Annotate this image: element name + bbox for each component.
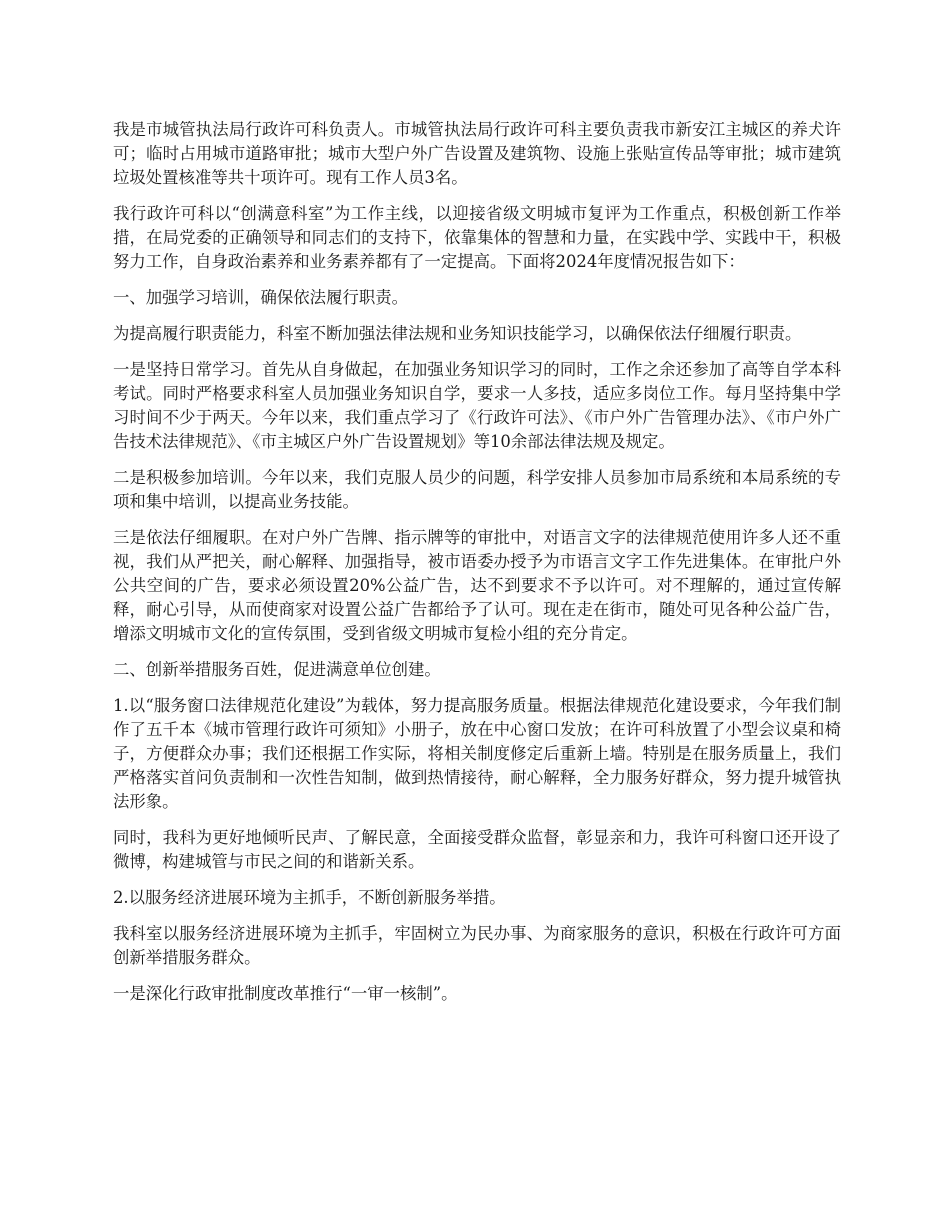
paragraph-intro: 我是市城管执法局行政许可科负责人。市城管执法局行政许可科主要负责我市新安江主城区的养犬许可；临时占用城市道路审批；城市大型户外广告设置及建筑物、设施上张贴宣传品等审批；城市建筑垃圾处置核准等共十项许可。现有工作人员3名。 [113,120,841,187]
paragraph-study-purpose: 为提高履行职责能力，科室不断加强法律法规和业务知识技能学习，以确保依法仔细履行职责。 [113,324,802,343]
paragraph-weibo: 同时，我科为更好地倾听民声、了解民意，全面接受群众监督，彰显亲和力，我许可科窗口还开设了微博，构建城管与市民之间的和谐新关系。 [113,828,841,871]
section-heading-1: 一、加强学习培训，确保依法履行职责。 [113,288,409,307]
document-body [113,118,841,1018]
section-heading-2: 二、创新举措服务百姓，促进满意单位创建。 [113,660,441,679]
paragraph-training: 二是积极参加培训。今年以来，我们克服人员少的问题，科学安排人员参加市局系统和本局系统的专项和集中培训，以提高业务技能。 [113,468,841,511]
subheading-economic-environment: 2.以服务经济进展环境为主抓手，不断创新服务举措。 [113,888,506,907]
paragraph-duty-performance: 三是依法仔细履职。在对户外广告牌、指示牌等的审批中，对语言文字的法律规范使用许多人还不重视，我们从严把关，耐心解释、加强指导，被市语委办授予为市语言文字工作先进集体。在审批户外公共空间的广告，要求必须设置20%公益广告，达不到要求不予以许可。对不理解的，通过宣传解释，耐心引导，从而使商家对设置公益广告都给予了认可。现在走在街市，随处可见各种公益广告，增添文明城市文化的宣传氛围，受到省级文明城市复检小组的充分肯定。 [113,528,841,643]
paragraph-overview: 我行政许可科以“创满意科室”为工作主线，以迎接省级文明城市复评为工作重点，积极创新工作举措，在局党委的正确领导和同志们的支持下，依靠集体的智慧和力量，在实践中学、实践中干，积极努力工作，自身政治素养和业务素养都有了一定提高。下面将2024年度情况报告如下： [113,204,841,271]
paragraph-service-awareness: 我科室以服务经济进展环境为主抓手，牢固树立为民办事、为商家服务的意识，积极在行政许可方面创新举措服务群众。 [113,924,841,967]
paragraph-approval-reform: 一是深化行政审批制度改革推行“一审一核制”。 [113,984,458,1003]
paragraph-daily-study: 一是坚持日常学习。首先从自身做起，在加强业务知识学习的同时，工作之余还参加了高等自学本科考试。同时严格要求科室人员加强业务知识自学，要求一人多技，适应多岗位工作。每月坚持集中学习时间不少于两天。今年以来，我们重点学习了《行政许可法》、《市户外广告管理办法》、《市户外广告技术法律规范》、《市主城区户外广告设置规划》等10余部法律法规及规定。 [113,360,841,451]
paragraph-service-window: 1.以“服务窗口法律规范化建设”为载体，努力提高服务质量。根据法律规范化建设要求，今年我们制作了五千本《城市管理行政许可须知》小册子，放在中心窗口发放；在许可科放置了小型会议桌和椅子，方便群众办事；我们还根据工作实际，将相关制度修定后重新上墙。特别是在服务质量上，我们严格落实首问负责制和一次性告知制，做到热情接待，耐心解释，全力服务好群众，努力提升城管执法形象。 [113,696,841,811]
